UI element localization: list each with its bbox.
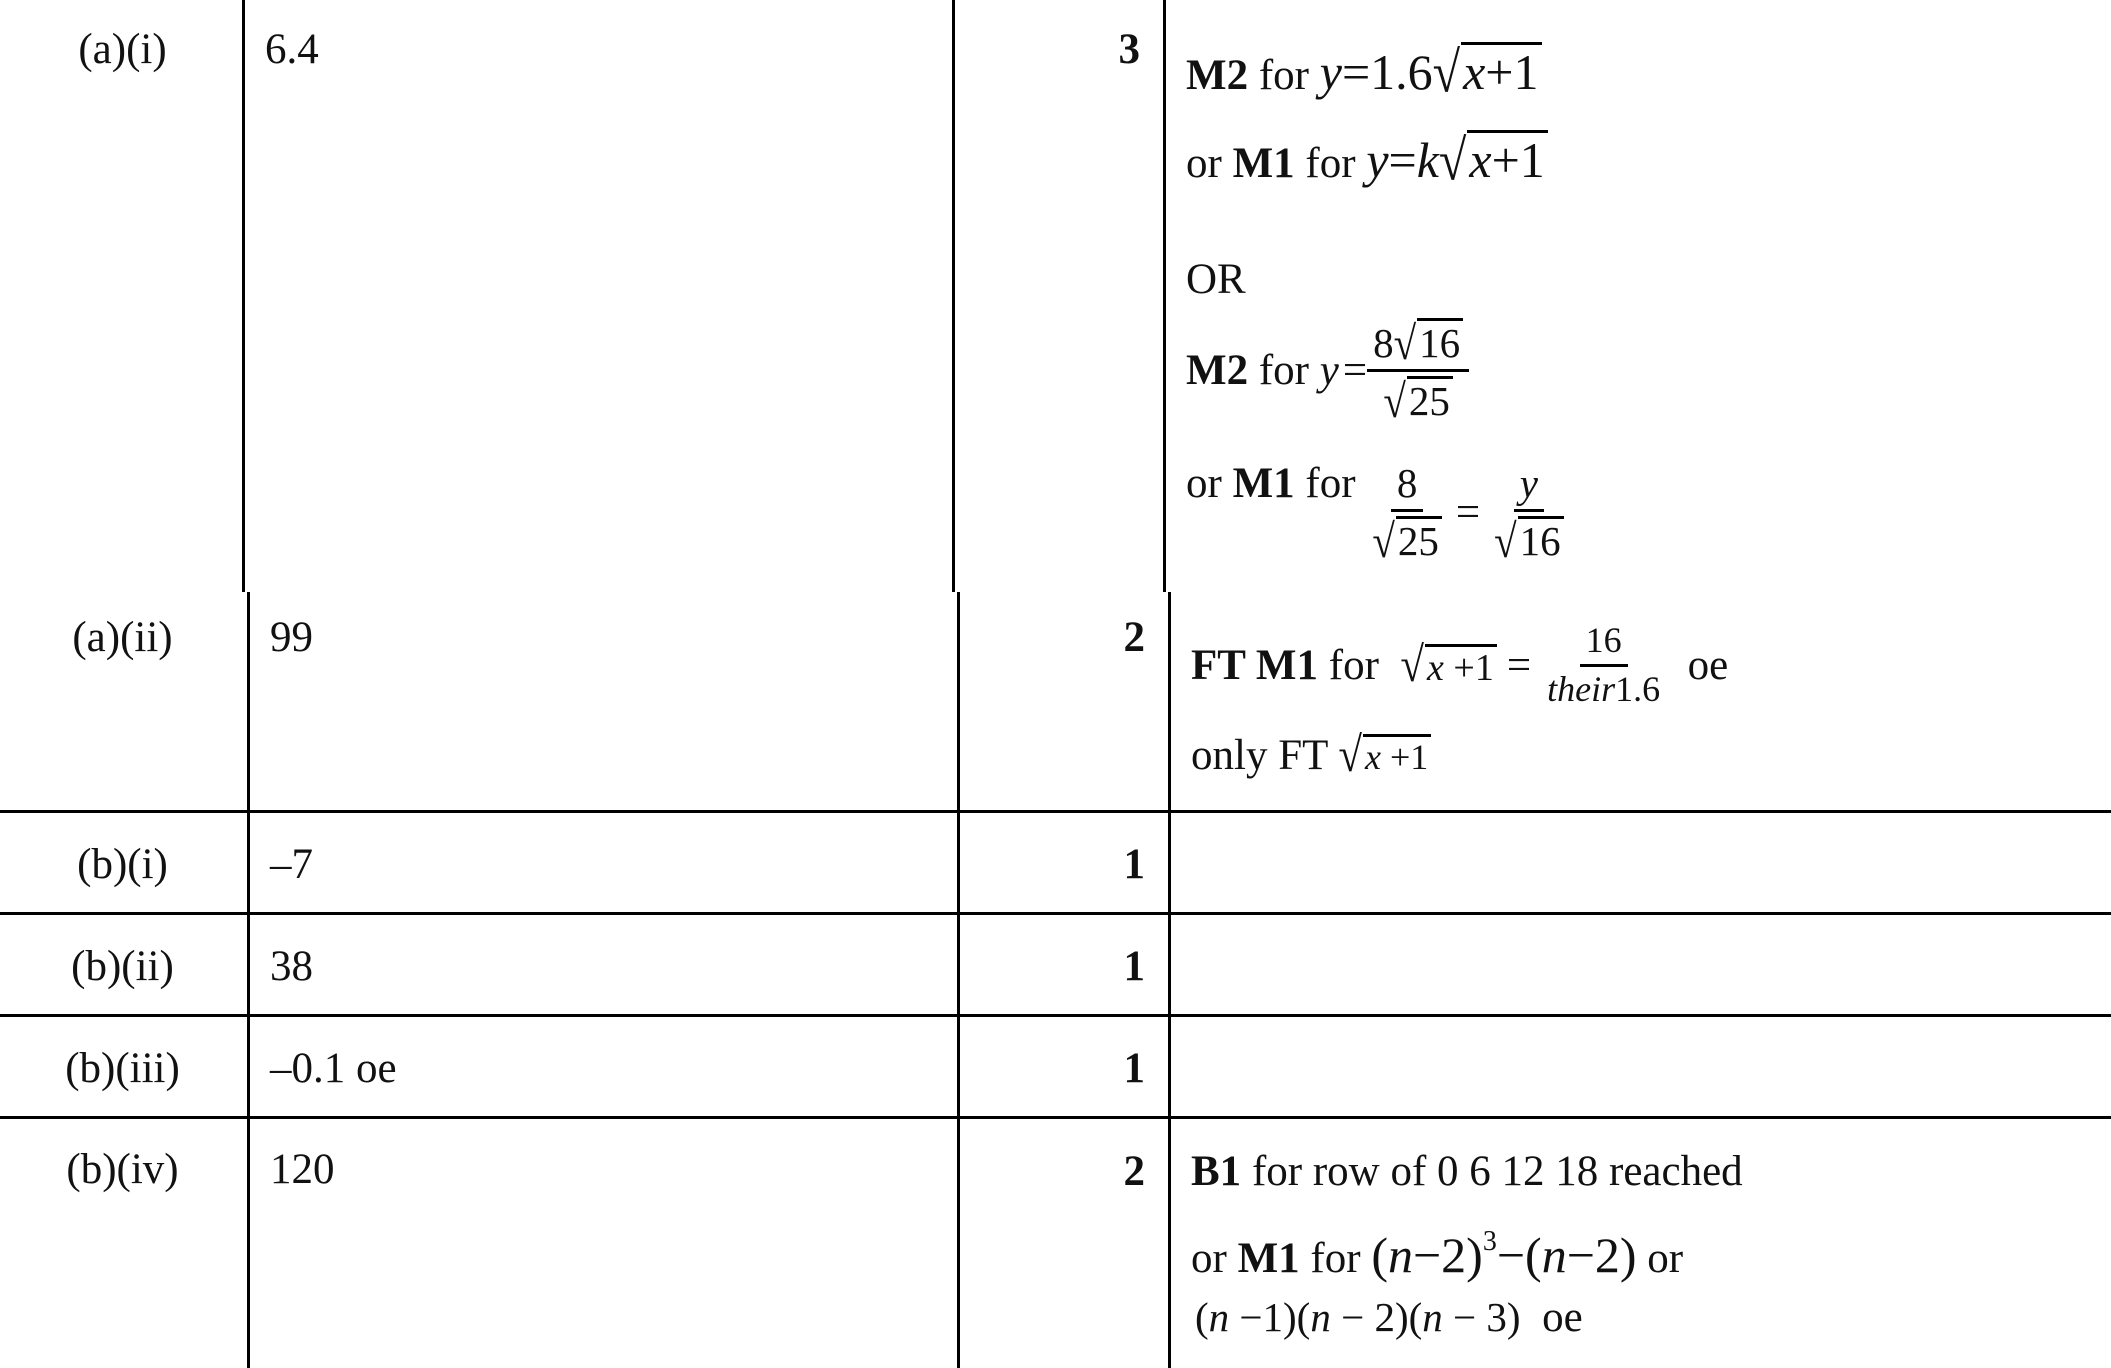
formula: $\frac{8}{√25}$ = $\frac{y}{√16}$ bbox=[1366, 462, 1569, 563]
row-answer: –0.1 oe bbox=[270, 1045, 397, 1092]
col-divider-2 bbox=[957, 592, 960, 1368]
row-answer: 38 bbox=[270, 943, 313, 990]
guidance-line: M2 for y=1.6√x+1 bbox=[1186, 42, 1542, 97]
guidance-line: or M1 for $\frac{8}{√25}$ = $\frac{y}{√16}$ bbox=[1186, 462, 1570, 563]
row-answer: 99 bbox=[270, 614, 313, 661]
guidance-line: OR bbox=[1186, 256, 1246, 303]
row-answer: 120 bbox=[270, 1146, 335, 1193]
row-marks: 3 bbox=[1118, 26, 1140, 73]
formula: y = $\frac{8√16}{√25}$ bbox=[1320, 318, 1469, 423]
row-part-label: (b)(i) bbox=[77, 841, 168, 888]
row-marks: 1 bbox=[1123, 1045, 1145, 1092]
guidance-line: B1 for row of 0 6 12 18 reached bbox=[1191, 1148, 1743, 1195]
row-part-label: (a)(i) bbox=[78, 26, 167, 73]
formula: y=1.6√x+1 bbox=[1320, 44, 1542, 100]
guidance-line: or M1 for y=k√x+1 bbox=[1186, 130, 1548, 185]
row-answer: 6.4 bbox=[265, 26, 319, 73]
row-divider-2 bbox=[0, 912, 2111, 915]
col-divider-3-top bbox=[1163, 0, 1166, 592]
row-part-label: (b)(ii) bbox=[71, 943, 174, 990]
guidance-line: FT M1 for √ x +1 = $\frac{16}{\text{their1.6}}$ oe bbox=[1191, 620, 1729, 709]
col-divider-3 bbox=[1168, 592, 1171, 1368]
row-marks: 2 bbox=[1123, 1148, 1145, 1195]
guidance-line: or M1 for $(n-2)^3-(n-2)$ or bbox=[1191, 1226, 1684, 1283]
formula: (n −1)(n − 2)(n − 3) bbox=[1195, 1294, 1521, 1340]
formula: $(n-2)^3-(n-2)$ bbox=[1371, 1226, 1637, 1283]
row-divider-3 bbox=[0, 1014, 2111, 1017]
row-marks: 1 bbox=[1123, 841, 1145, 888]
row-part-label: (b)(iv) bbox=[66, 1146, 179, 1193]
guidance-line: (n −1)(n − 2)(n − 3) oe bbox=[1195, 1294, 1583, 1341]
row-divider-4 bbox=[0, 1116, 2111, 1119]
guidance-line: only FT √x +1 bbox=[1191, 734, 1431, 777]
row-part-label: (b)(iii) bbox=[65, 1045, 180, 1092]
formula: y=k√x+1 bbox=[1366, 132, 1547, 188]
col-divider-2-top bbox=[952, 0, 955, 592]
row-part-label: (a)(ii) bbox=[72, 614, 173, 661]
row-divider-1 bbox=[0, 810, 2111, 813]
guidance-line: M2 for y = $\frac{8√16}{√25}$ bbox=[1186, 318, 1469, 423]
col-divider-1-top bbox=[242, 0, 245, 592]
formula: √ x +1 = $\frac{16}{\text{their1.6}}$ bbox=[1400, 620, 1661, 709]
col-divider-1 bbox=[247, 592, 250, 1368]
row-answer: –7 bbox=[270, 841, 313, 888]
row-marks: 2 bbox=[1123, 614, 1145, 661]
formula: √x +1 bbox=[1338, 732, 1431, 779]
row-marks: 1 bbox=[1123, 943, 1145, 990]
